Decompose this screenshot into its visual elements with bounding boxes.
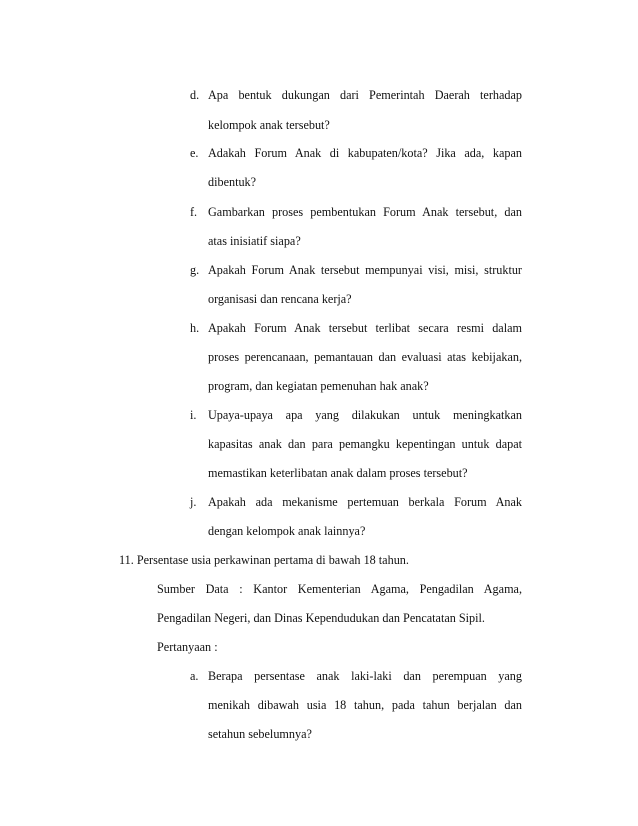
list-marker: f. <box>190 205 198 219</box>
list-marker: d. <box>190 88 200 102</box>
source-line: Pengadilan Negeri, dan Dinas Kependudukan dan Pencatatan Sipil. <box>157 611 485 625</box>
list-item-line: Gambarkan proses pembentukan Forum Anak tersebut, dan <box>208 205 522 219</box>
questions-label: Pertanyaan : <box>157 640 218 654</box>
list-item-line: Apakah Forum Anak tersebut mempunyai visi, misi, struktur <box>208 263 522 277</box>
list-item-line: program, dan kegiatan pemenuhan hak anak? <box>208 379 429 393</box>
list-item-line: memastikan keterlibatan anak dalam proses tersebut? <box>208 466 468 480</box>
list-item-line: setahun sebelumnya? <box>208 727 312 741</box>
list-item-line: Apa bentuk dukungan dari Pemerintah Daerah terhadap <box>208 88 522 102</box>
section-heading: 11. Persentase usia perkawinan pertama di bawah 18 tahun. <box>119 553 409 567</box>
list-item-line: Apakah Forum Anak tersebut terlibat secara resmi dalam <box>208 321 522 335</box>
list-marker: h. <box>190 321 200 335</box>
list-item-line: dibentuk? <box>208 175 257 189</box>
list-item-line: Apakah ada mekanisme pertemuan berkala Forum Anak <box>208 495 522 509</box>
list-item-line: dengan kelompok anak lainnya? <box>208 524 366 538</box>
list-item-line: Berapa persentase anak laki-laki dan perempuan yang <box>208 669 522 683</box>
list-item-line: proses perencanaan, pemantauan dan evaluasi atas kebijakan, <box>208 350 522 364</box>
list-item-line: organisasi dan rencana kerja? <box>208 292 352 306</box>
list-marker: i. <box>190 408 197 422</box>
list-marker: a. <box>190 669 199 683</box>
source-line: Sumber Data : Kantor Kementerian Agama, Pengadilan Agama, <box>157 582 522 596</box>
list-item-line: kapasitas anak dan para pemangku kepentingan untuk dapat <box>208 437 522 451</box>
list-item-line: Upaya-upaya apa yang dilakukan untuk meningkatkan <box>208 408 522 422</box>
list-item-line: atas inisiatif siapa? <box>208 234 301 248</box>
list-marker: e. <box>190 146 199 160</box>
list-item-line: Adakah Forum Anak di kabupaten/kota? Jika ada, kapan <box>208 146 522 160</box>
list-item-line: menikah dibawah usia 18 tahun, pada tahun berjalan dan <box>208 698 522 712</box>
list-marker: g. <box>190 263 200 277</box>
list-marker: j. <box>190 495 197 509</box>
list-item-line: kelompok anak tersebut? <box>208 118 330 132</box>
